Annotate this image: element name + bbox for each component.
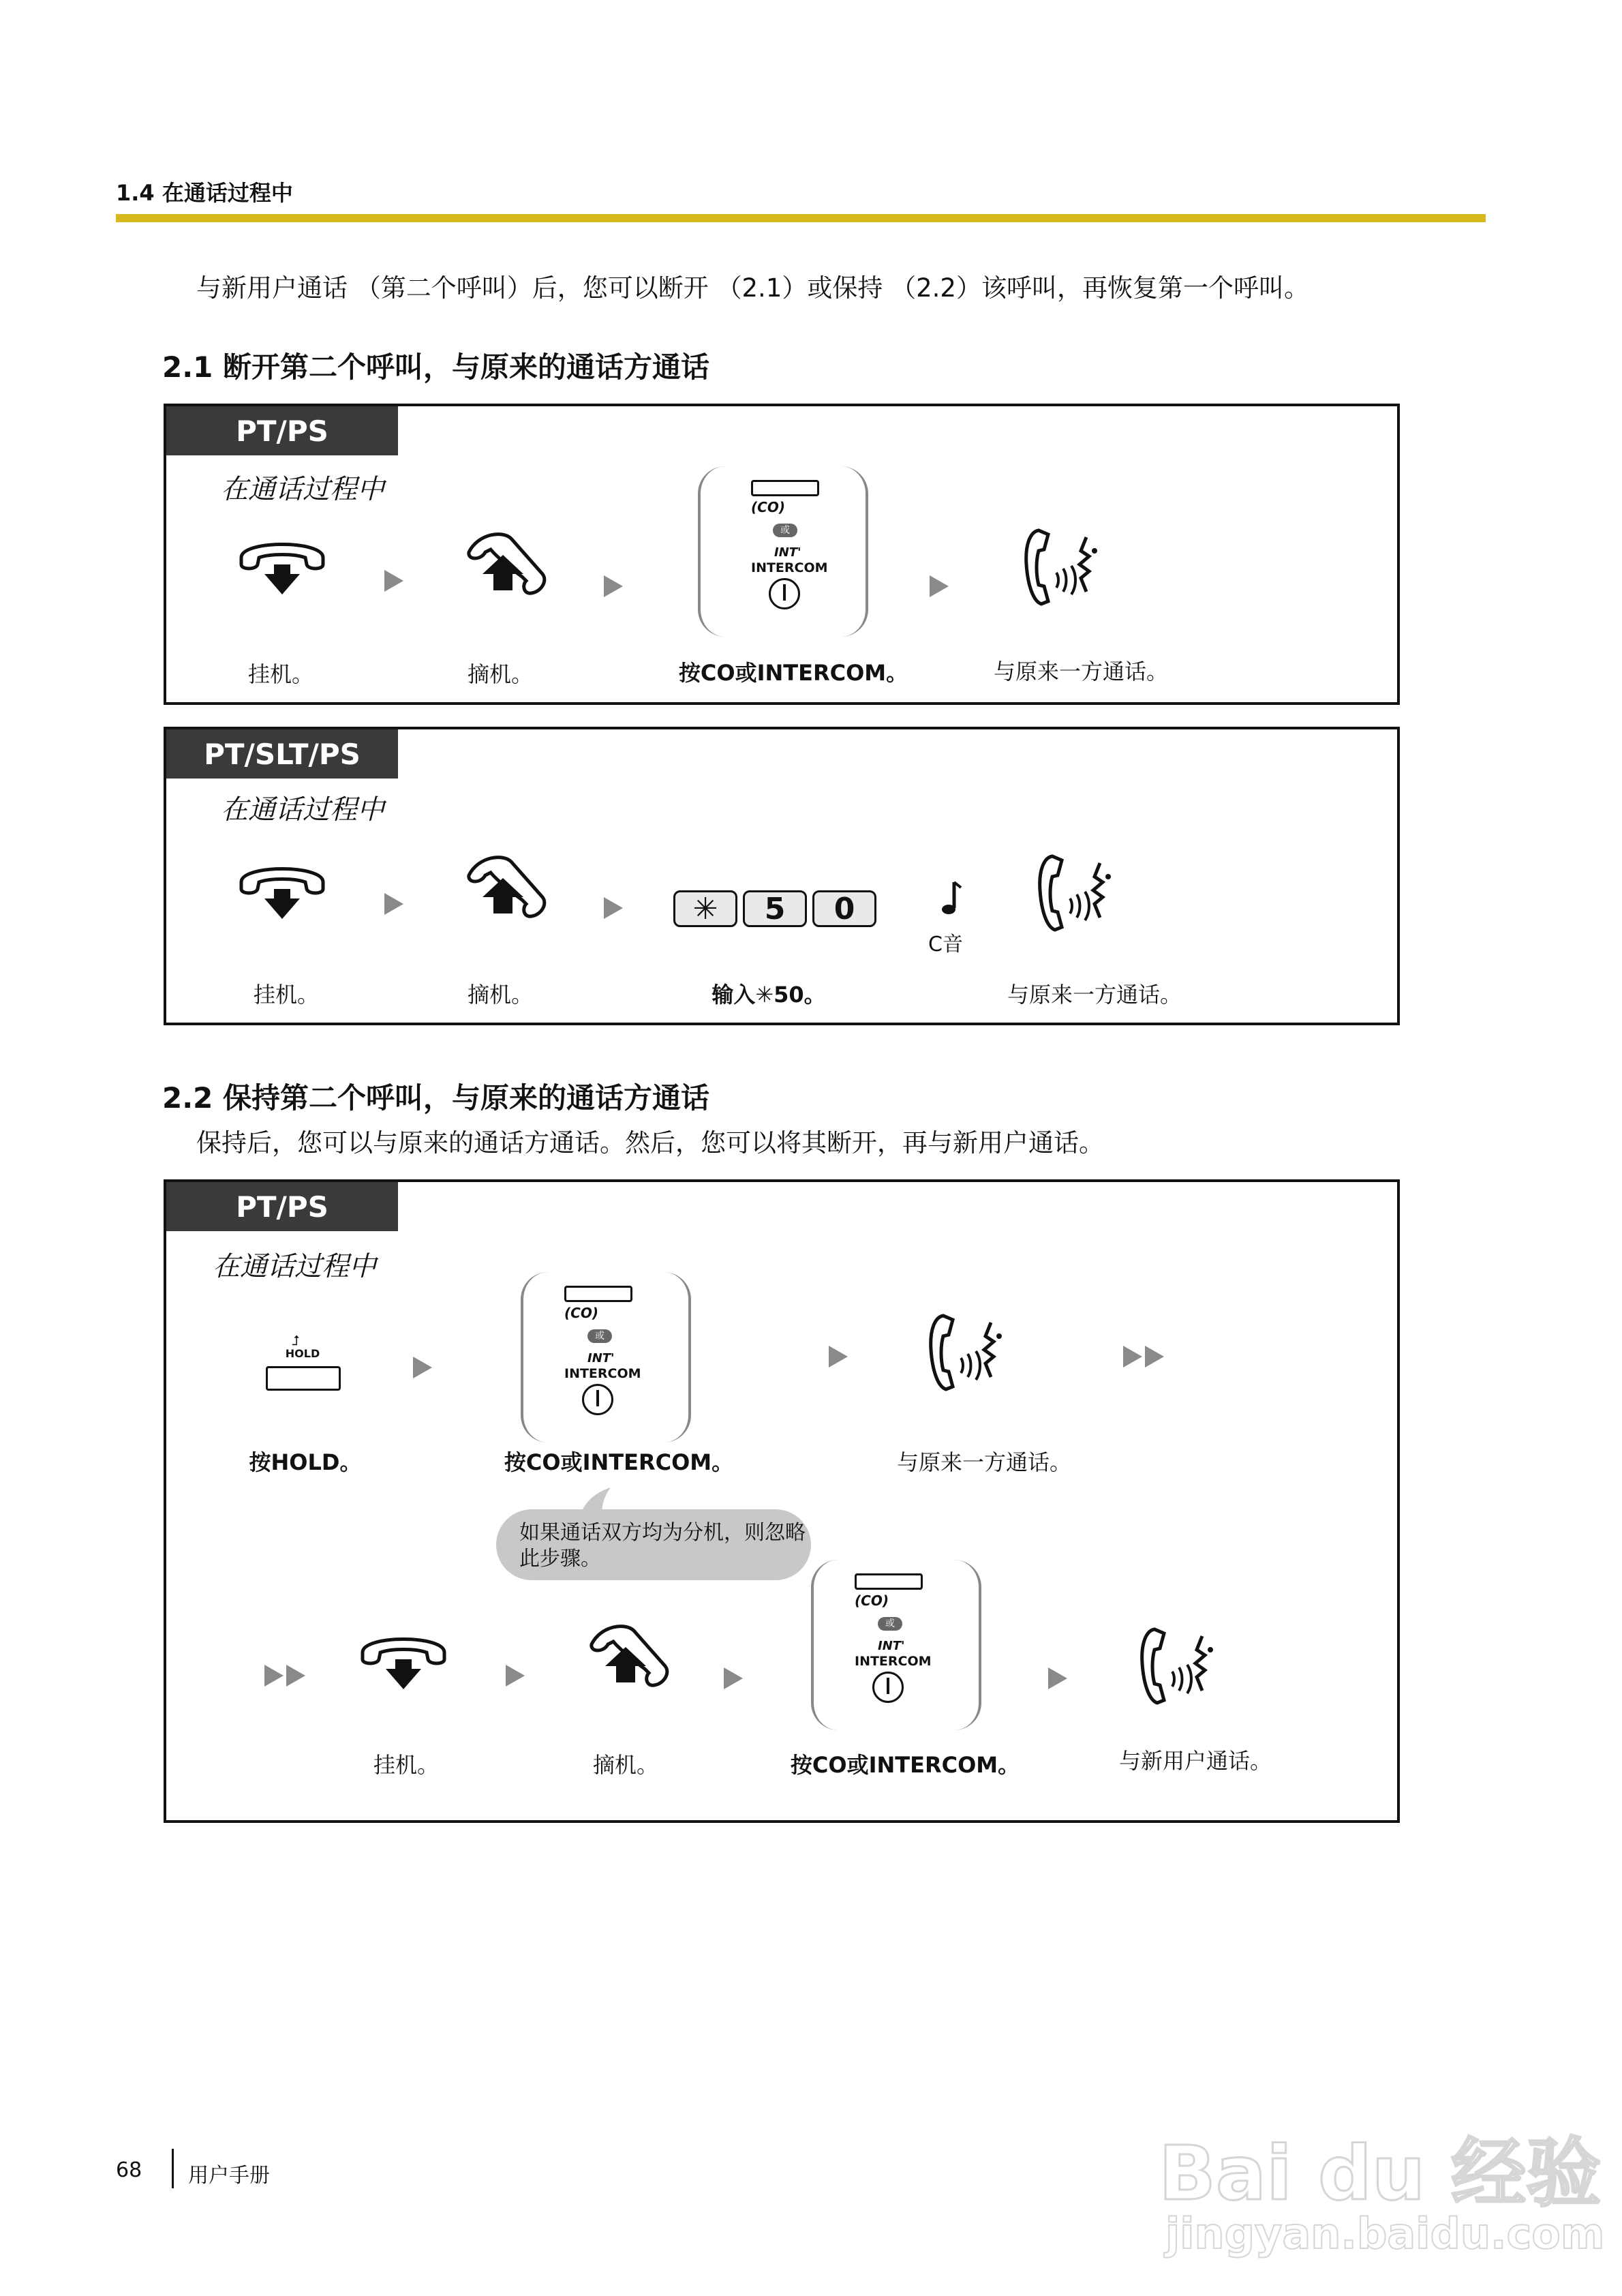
step-caption: 输入✳50。 [711,982,826,1008]
section-2-2-desc: 保持后，您可以与原来的通话方通话。然后，您可以将其断开，再与新用户通话。 [196,1128,1104,1158]
offhook-icon [455,526,551,601]
co-button[interactable] [855,1573,923,1590]
int-label: INT' [587,1351,615,1365]
talk-icon [1134,1622,1223,1711]
hold-key[interactable] [262,1332,343,1400]
step-caption: 按HOLD。 [249,1449,362,1475]
co-label: (CO) [855,1592,889,1609]
double-arrow-icon [264,1665,284,1687]
arrow-icon [413,1357,432,1378]
step-caption: 挂机。 [247,661,314,687]
star-key[interactable]: ✳ [673,890,737,927]
talk-icon [1018,524,1107,612]
step-caption: 摘机。 [467,661,534,687]
hold-arrow-icon: ⮥ [292,1332,300,1348]
during-call-label: 在通话过程中 [213,1251,376,1282]
intercom-label: INTERCOM [751,560,828,575]
page-number: 68 [116,2158,142,2182]
hangup-icon [356,1625,451,1693]
arrow-icon [506,1665,525,1687]
procedure-box-pt-slt-ps [164,727,1400,1025]
step-caption: 挂机。 [373,1752,440,1778]
section-header: 1.4 在通话过程中 [116,180,293,206]
intercom-button[interactable] [872,1672,904,1703]
arrow-icon [829,1346,848,1368]
during-call-label: 在通话过程中 [221,474,384,505]
digit-0-key[interactable]: 0 [812,890,876,927]
intercom-button[interactable] [582,1384,613,1415]
intercom-label: INTERCOM [564,1366,641,1381]
watermark-url: jingyan.baidu.com [1165,2209,1605,2259]
int-label: INT' [774,545,801,560]
co-label: (CO) [564,1305,598,1321]
hangup-icon [234,855,330,923]
baidu-watermark [1159,2072,1605,2277]
section-2-2-title: 2.2 保持第二个呼叫，与原来的通话方通话 [162,1081,710,1115]
or-badge: 或 [878,1617,902,1631]
digit-5-key[interactable]: 5 [743,890,807,927]
arrow-icon [930,575,949,597]
talk-icon [923,1309,1011,1398]
footer-divider [172,2149,174,2188]
arrow-icon [384,893,403,915]
arrow-icon [724,1667,743,1689]
step-caption: 与原来一方通话。 [993,659,1169,684]
hold-label: HOLD [285,1347,320,1360]
step-caption: 按CO或INTERCOM。 [678,660,908,686]
hangup-icon [234,530,330,599]
during-call-label: 在通话过程中 [221,794,384,826]
step-caption: 挂机。 [253,982,320,1008]
co-label: (CO) [751,499,785,515]
bubble-tail-icon [572,1486,613,1520]
offhook-icon [455,849,551,924]
intro-text: 与新用户通话 （第二个呼叫）后，您可以断开 （2.1）或保持 （2.2）该呼叫，再恢复第一个呼叫。 [196,273,1309,303]
co-button[interactable] [751,480,819,496]
arrow-icon [1048,1667,1067,1689]
manual-title: 用户手册 [188,2164,270,2188]
or-badge: 或 [773,524,797,537]
box-tab: PT/PS [166,406,398,455]
talk-icon [1032,849,1120,938]
watermark-brand: Bai du 经验 [1159,2130,1602,2217]
box-tab: PT/PS [166,1182,398,1231]
step-caption: 摘机。 [467,982,534,1008]
double-arrow-icon [286,1665,305,1687]
procedure-box-pt-ps [164,404,1400,705]
procedure-box-hold [164,1179,1400,1823]
section-2-1-title: 2.1 断开第二个呼叫，与原来的通话方通话 [162,350,710,384]
int-label: INT' [878,1639,905,1653]
or-badge: 或 [587,1329,612,1343]
co-intercom-panel[interactable] [811,1560,981,1730]
co-intercom-panel[interactable] [521,1272,691,1442]
intercom-button[interactable] [769,578,800,609]
step-caption: 与原来一方通话。 [1007,982,1182,1008]
step-caption: 摘机。 [592,1752,659,1778]
music-note-icon [936,878,964,919]
box-tab: PT/SLT/PS [166,729,398,779]
note-text: 如果通话双方均为分机，则忽略此步骤。 [519,1521,806,1571]
step-caption: 按CO或INTERCOM。 [790,1752,1020,1778]
step-caption: 与新用户通话。 [1118,1748,1272,1774]
offhook-icon [578,1618,673,1693]
intercom-label: INTERCOM [855,1654,932,1669]
tone-label: C音 [928,933,963,956]
double-arrow-icon [1123,1346,1142,1368]
header-rule [116,214,1486,222]
step-caption: 按CO或INTERCOM。 [504,1449,734,1475]
hold-button[interactable] [266,1366,341,1391]
co-button[interactable] [564,1286,632,1302]
arrow-icon [384,570,403,592]
arrow-icon [604,575,623,597]
co-intercom-panel[interactable] [698,466,868,637]
double-arrow-icon [1145,1346,1164,1368]
arrow-icon [604,897,623,919]
step-caption: 与原来一方通话。 [896,1449,1072,1475]
